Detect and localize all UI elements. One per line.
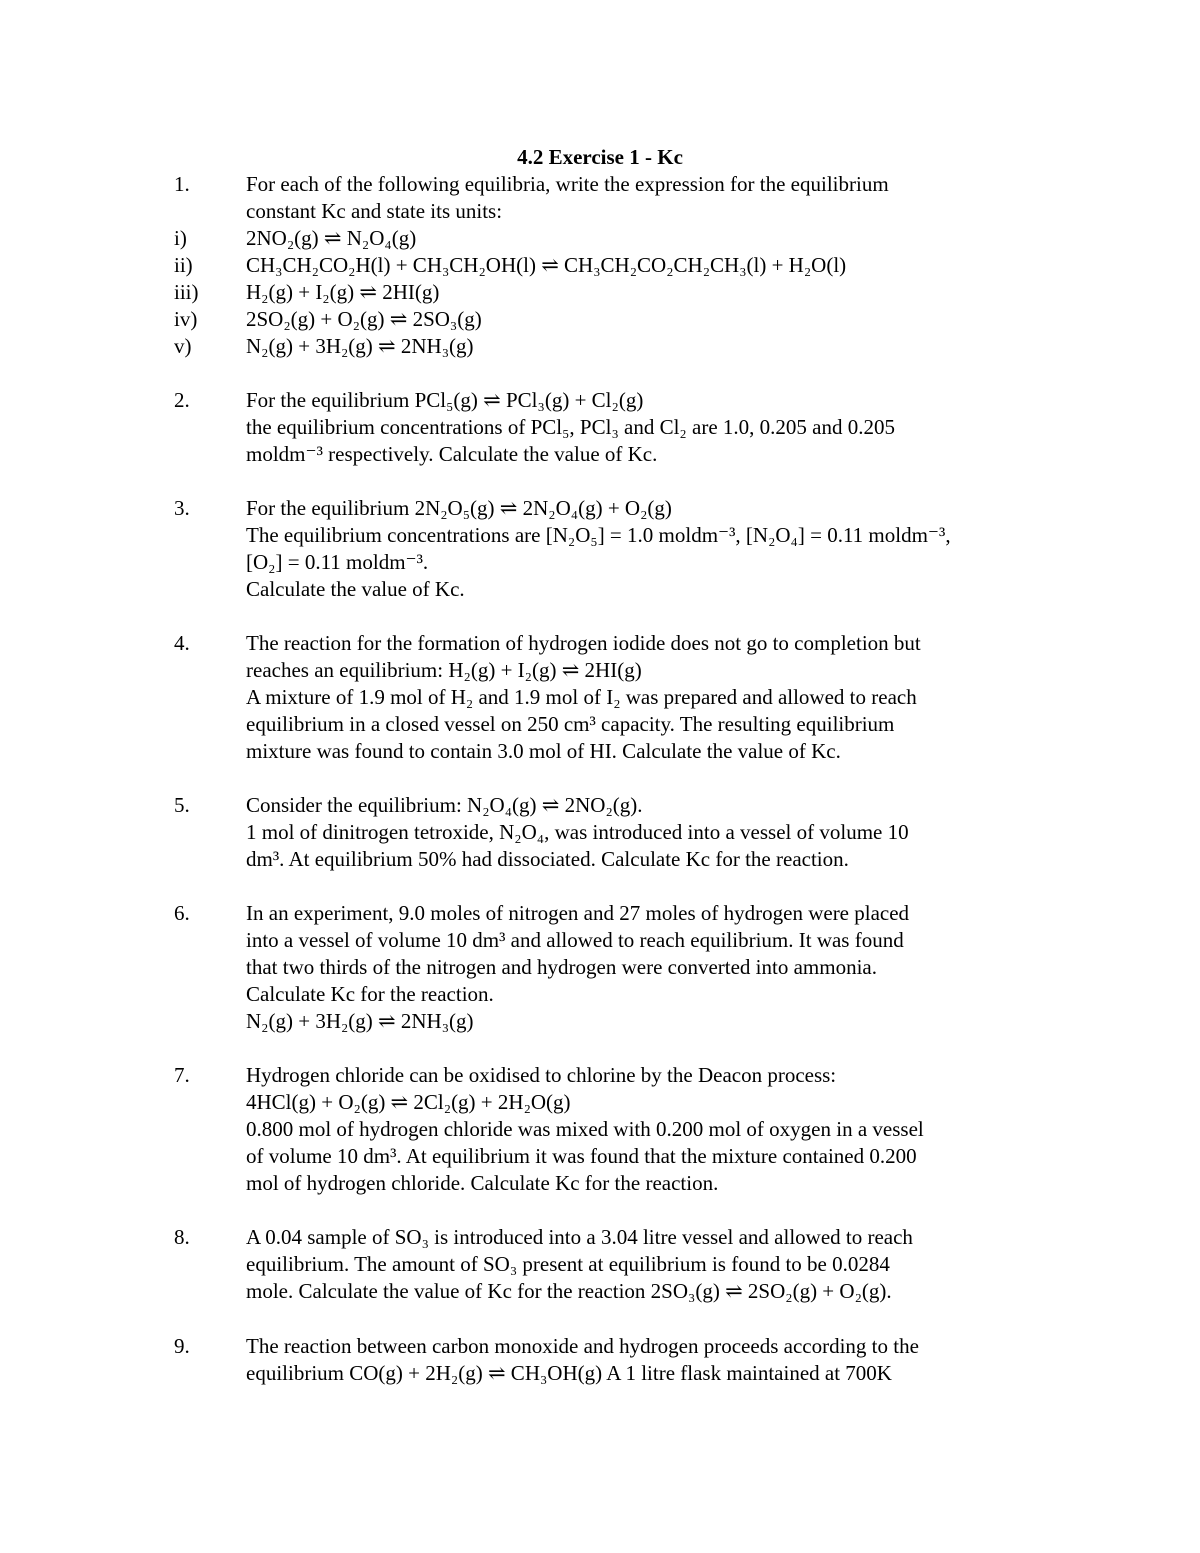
- sub-question: [174, 306, 1034, 333]
- equation: 2SO₂(g) + O₂(g) ⇌ 2SO₃(g): [246, 307, 482, 331]
- page-title: 4.2 Exercise 1 - Kc: [517, 145, 683, 169]
- question-8: [174, 1224, 1034, 1305]
- question-9: [174, 1333, 1034, 1387]
- question-text-line: N₂(g) + 3H₂(g) ⇌ 2NH₃(g): [246, 1009, 474, 1033]
- question-text-line: The equilibrium concentrations are [N₂O₅] = 1.0 moldm⁻³, [N₂O₄] = 0.11 moldm⁻³,: [246, 523, 951, 547]
- question-2: [174, 387, 1034, 468]
- question-text-line: Calculate Kc for the reaction.: [246, 982, 494, 1006]
- question-text-line: into a vessel of volume 10 dm³ and allowed to reach equilibrium. It was found: [246, 928, 904, 952]
- question-number: 2.: [174, 388, 190, 412]
- equation: CH₃CH₂CO₂H(l) + CH₃CH₂OH(l) ⇌ CH₃CH₂CO₂CH₂CH₃(l) + H₂O(l): [246, 253, 847, 277]
- question-number: 7.: [174, 1063, 190, 1087]
- equation: N₂(g) + 3H₂(g) ⇌ 2NH₃(g): [246, 334, 474, 358]
- equation: 2NO₂(g) ⇌ N₂O₄(g): [246, 226, 417, 250]
- equation: H₂(g) + I₂(g) ⇌ 2HI(g): [246, 280, 440, 304]
- question-text-line: equilibrium in a closed vessel on 250 cm³ capacity. The resulting equilibrium: [246, 712, 895, 736]
- sub-question-label: iii): [174, 280, 199, 304]
- question-number: 5.: [174, 793, 190, 817]
- question-text-line: [O₂] = 0.11 moldm⁻³.: [246, 550, 429, 574]
- question-text-line: The reaction between carbon monoxide and hydrogen proceeds according to the: [246, 1334, 919, 1358]
- question-number: 9.: [174, 1334, 190, 1358]
- sub-question: [174, 279, 1034, 306]
- question-text-line: 4HCl(g) + O₂(g) ⇌ 2Cl₂(g) + 2H₂O(g): [246, 1090, 571, 1114]
- sub-question-label: iv): [174, 307, 198, 331]
- sub-question-label: v): [174, 334, 192, 358]
- question-7: [174, 1062, 1034, 1197]
- question-text-line: 0.800 mol of hydrogen chloride was mixed with 0.200 mol of oxygen in a vessel: [246, 1117, 924, 1141]
- question-text-line: the equilibrium concentrations of PCl₅, PCl₃ and Cl₂ are 1.0, 0.205 and 0.205: [246, 415, 895, 439]
- question-number: 1.: [174, 172, 190, 196]
- question-text-line: For each of the following equilibria, write the expression for the equilibrium: [246, 172, 889, 196]
- question-number: 8.: [174, 1225, 190, 1249]
- question-text-line: constant Kc and state its units:: [246, 199, 503, 223]
- question-text-line: 1 mol of dinitrogen tetroxide, N₂O₄, was introduced into a vessel of volume 10: [246, 820, 909, 844]
- question-6: [174, 900, 1034, 1035]
- question-number: 6.: [174, 901, 190, 925]
- sub-question: [174, 225, 1034, 252]
- sub-question: [174, 252, 1034, 279]
- question-1: [174, 171, 1034, 360]
- question-text-line: For the equilibrium PCl₅(g) ⇌ PCl₃(g) + Cl₂(g): [246, 388, 644, 412]
- question-text-line: A mixture of 1.9 mol of H₂ and 1.9 mol of I₂ was prepared and allowed to reach: [246, 685, 917, 709]
- question-text-line: A 0.04 sample of SO₃ is introduced into a 3.04 litre vessel and allowed to reach: [246, 1225, 913, 1249]
- question-text-line: Calculate the value of Kc.: [246, 577, 465, 601]
- question-text-line: Hydrogen chloride can be oxidised to chlorine by the Deacon process:: [246, 1063, 837, 1087]
- question-5: [174, 792, 1034, 873]
- sub-question: [174, 333, 1034, 360]
- question-number: 4.: [174, 631, 190, 655]
- question-text-line: mole. Calculate the value of Kc for the reaction 2SO₃(g) ⇌ 2SO₂(g) + O₂(g).: [246, 1279, 892, 1303]
- question-text-line: that two thirds of the nitrogen and hydrogen were converted into ammonia.: [246, 955, 877, 979]
- question-text-line: The reaction for the formation of hydrogen iodide does not go to completion but: [246, 631, 921, 655]
- question-text-line: Consider the equilibrium: N₂O₄(g) ⇌ 2NO₂(g).: [246, 793, 643, 817]
- question-text-line: equilibrium. The amount of SO₃ present at equilibrium is found to be 0.0284: [246, 1252, 890, 1276]
- question-number: 3.: [174, 496, 190, 520]
- question-4: [174, 630, 1034, 765]
- question-text-line: mixture was found to contain 3.0 mol of HI. Calculate the value of Kc.: [246, 739, 841, 763]
- question-text-line: dm³. At equilibrium 50% had dissociated. Calculate Kc for the reaction.: [246, 847, 849, 871]
- question-text-line: In an experiment, 9.0 moles of nitrogen and 27 moles of hydrogen were placed: [246, 901, 910, 925]
- question-text-line: mol of hydrogen chloride. Calculate Kc for the reaction.: [246, 1171, 719, 1195]
- question-text-line: of volume 10 dm³. At equilibrium it was found that the mixture contained 0.200: [246, 1144, 917, 1168]
- question-3: [174, 495, 1034, 603]
- question-text-line: For the equilibrium 2N₂O₅(g) ⇌ 2N₂O₄(g) + O₂(g): [246, 496, 672, 520]
- sub-question-label: ii): [174, 253, 193, 277]
- question-text-line: reaches an equilibrium: H₂(g) + I₂(g) ⇌ 2HI(g): [246, 658, 642, 682]
- question-text-line: equilibrium CO(g) + 2H₂(g) ⇌ CH₃OH(g) A 1 litre flask maintained at 700K: [246, 1361, 892, 1385]
- question-text-line: moldm⁻³ respectively. Calculate the value of Kc.: [246, 442, 658, 466]
- sub-question-label: i): [174, 226, 187, 250]
